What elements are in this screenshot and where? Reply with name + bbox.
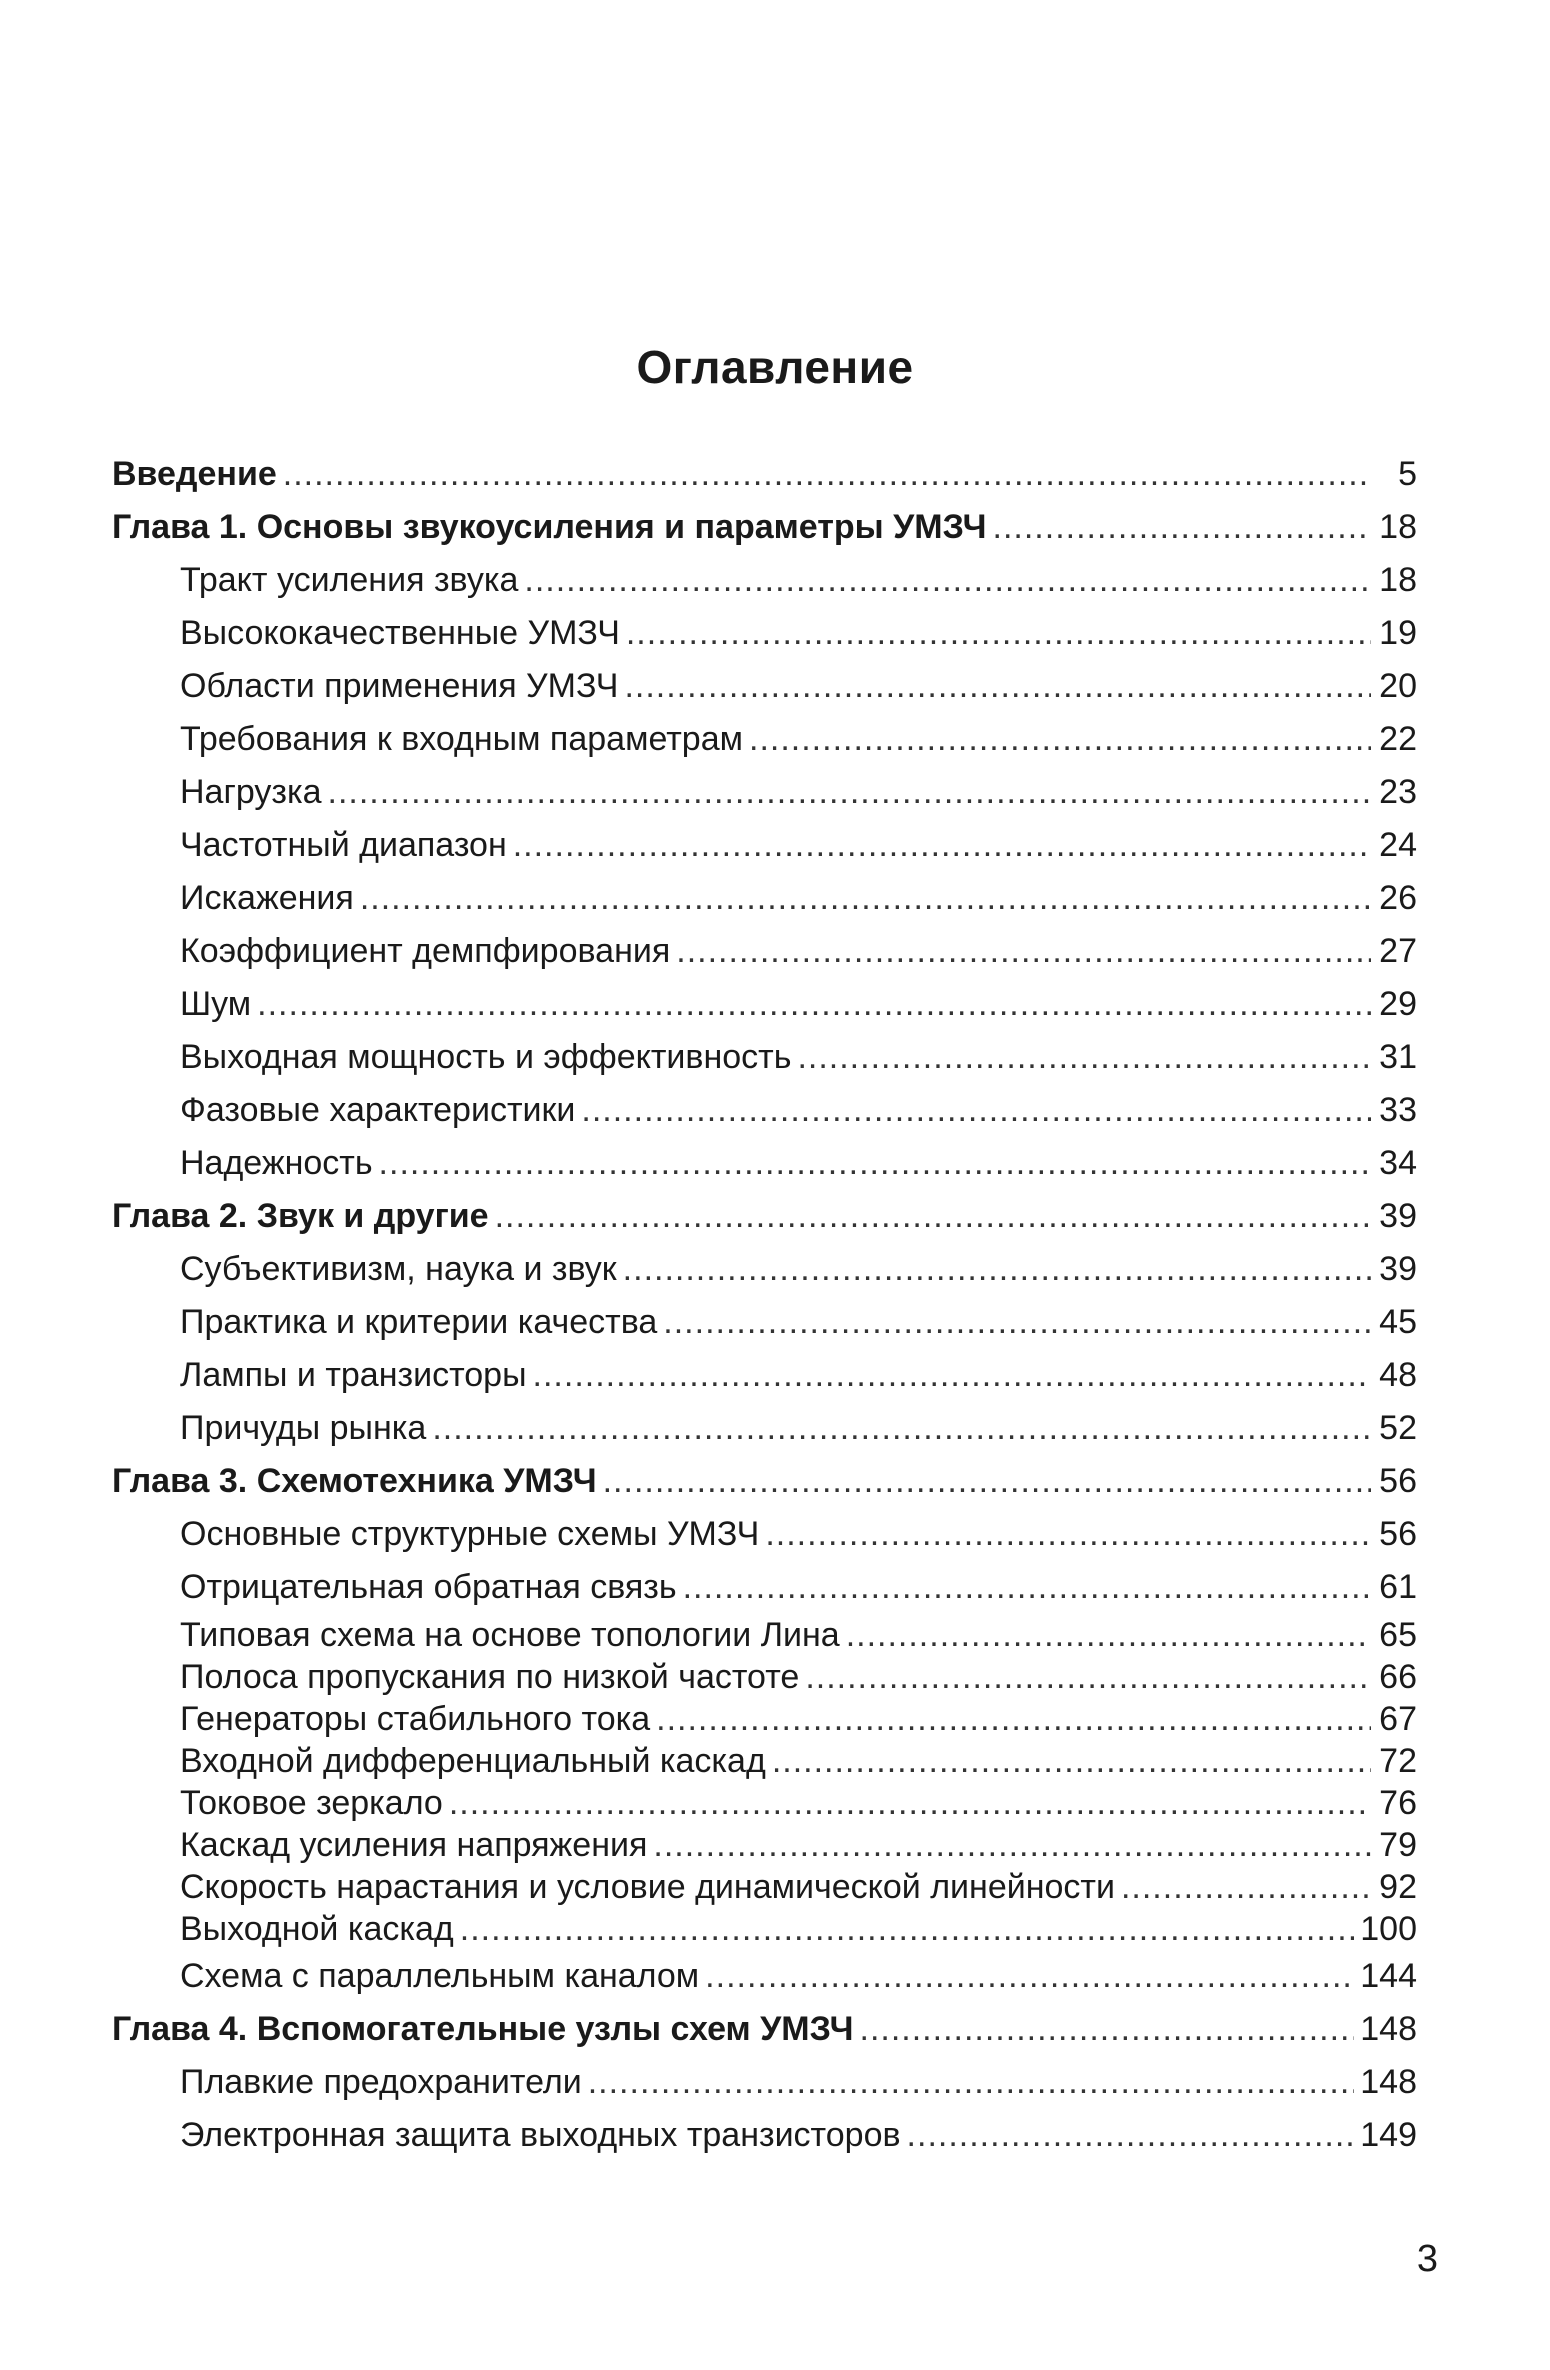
toc-label: Глава 3. Схемотехника УМЗЧ [112,1462,597,1500]
leader-dots [626,607,1371,660]
toc-entry-chapter-4[interactable] [112,2003,1417,2056]
toc-label: Шум [180,985,252,1023]
leader-dots [749,713,1371,766]
toc-page: 5 [1398,455,1417,493]
toc-label: Тракт усиления звука [180,561,519,599]
toc-page: 67 [1379,1700,1417,1738]
toc-label: Выходная мощность и эффективность [180,1038,792,1076]
toc-page: 72 [1379,1742,1417,1780]
toc-label: Глава 4. Вспомогательные узлы схем УМЗЧ [112,2010,854,2048]
toc-entry[interactable] [112,1908,1417,1950]
toc-page: 20 [1379,667,1417,705]
toc-entry[interactable] [112,766,1417,819]
leader-dots [656,1698,1371,1740]
toc-page: 79 [1379,1826,1417,1864]
toc-label: Основные структурные схемы УМЗЧ [180,1515,760,1553]
leader-dots [765,1508,1371,1561]
toc-page: 39 [1379,1197,1417,1235]
toc-entry-chapter-2[interactable] [112,1190,1417,1243]
toc-page: 100 [1360,1910,1417,1948]
toc-entry[interactable] [112,1656,1417,1698]
toc-label: Скорость нарастания и условие динамической линейности [180,1868,1115,1906]
leader-dots [257,978,1371,1031]
toc-label: Каскад усиления напряжения [180,1826,648,1864]
toc-entry[interactable] [112,1402,1417,1455]
toc-label: Субъективизм, наука и звук [180,1250,617,1288]
toc-entry[interactable] [112,2109,1417,2162]
toc-page: 66 [1379,1658,1417,1696]
leader-dots [683,1561,1371,1614]
leader-dots [460,1908,1355,1950]
toc-page: 56 [1379,1462,1417,1500]
leader-dots [653,1824,1371,1866]
toc-label: Плавкие предохранители [180,2063,582,2101]
table-of-contents [112,448,1417,2162]
toc-page: 48 [1379,1356,1417,1394]
leader-dots [328,766,1371,819]
toc-page: 34 [1379,1144,1417,1182]
toc-page: 39 [1379,1250,1417,1288]
toc-page: 18 [1379,508,1417,546]
toc-entry-introduction[interactable] [112,448,1417,501]
toc-label: Выходной каскад [180,1910,454,1948]
toc-page: 148 [1360,2010,1417,2048]
toc-label: Токовое зеркало [180,1784,443,1822]
toc-entry[interactable] [112,660,1417,713]
toc-entry[interactable] [112,1740,1417,1782]
leader-dots [1121,1866,1371,1908]
leader-dots [603,1455,1371,1508]
toc-label: Причуды рынка [180,1409,427,1447]
leader-dots [676,925,1371,978]
toc-page: 144 [1360,1957,1417,1995]
toc-page: 65 [1379,1616,1417,1654]
leader-dots [432,1402,1371,1455]
toc-entry[interactable] [112,1561,1417,1614]
toc-entry[interactable] [112,1866,1417,1908]
toc-label: Типовая схема на основе топологии Лина [180,1616,840,1654]
leader-dots [624,660,1371,713]
toc-entry[interactable] [112,2056,1417,2109]
leader-dots [581,1084,1371,1137]
toc-page: 33 [1379,1091,1417,1129]
toc-entry[interactable] [112,1084,1417,1137]
leader-dots [588,2056,1355,2109]
toc-label: Области применения УМЗЧ [180,667,619,705]
toc-page: 61 [1379,1568,1417,1606]
toc-label: Коэффициент демпфирования [180,932,671,970]
toc-label: Нагрузка [180,773,322,811]
toc-page: 52 [1379,1409,1417,1447]
toc-page: 23 [1379,773,1417,811]
toc-entry[interactable] [112,819,1417,872]
leader-dots [993,501,1371,554]
toc-page: 76 [1379,1784,1417,1822]
toc-entry[interactable] [112,1349,1417,1402]
leader-dots [772,1740,1371,1782]
leader-dots [797,1031,1371,1084]
toc-entry[interactable] [112,1031,1417,1084]
toc-entry[interactable] [112,713,1417,766]
page-number: 3 [1416,2238,1438,2280]
toc-entry[interactable] [112,607,1417,660]
toc-label: Глава 1. Основы звукоусиления и параметры УМЗЧ [112,508,987,546]
toc-label: Глава 2. Звук и другие [112,1197,489,1235]
toc-entry[interactable] [112,978,1417,1031]
toc-page: 149 [1360,2116,1417,2154]
toc-label: Отрицательная обратная связь [180,1568,677,1606]
toc-entry[interactable] [112,872,1417,925]
toc-label: Введение [112,455,277,493]
toc-entry-chapter-1[interactable] [112,501,1417,554]
leader-dots [283,448,1371,501]
toc-entry[interactable] [112,1698,1417,1740]
toc-page: 19 [1379,614,1417,652]
toc-entry[interactable] [112,554,1417,607]
toc-page: 24 [1379,826,1417,864]
toc-page: 18 [1379,561,1417,599]
toc-page: 29 [1379,985,1417,1023]
toc-page: 31 [1379,1038,1417,1076]
leader-dots [513,819,1371,872]
toc-entry[interactable] [112,1824,1417,1866]
toc-page: 27 [1379,932,1417,970]
toc-entry[interactable] [112,1950,1417,2003]
leader-dots [663,1296,1371,1349]
leader-dots [533,1349,1371,1402]
toc-entry-chapter-3[interactable] [112,1455,1417,1508]
toc-entry[interactable] [112,1296,1417,1349]
toc-page: 26 [1379,879,1417,917]
toc-page: 22 [1379,720,1417,758]
leader-dots [379,1137,1371,1190]
toc-label: Полоса пропускания по низкой частоте [180,1658,800,1696]
toc-label: Входной дифференциальный каскад [180,1742,766,1780]
leader-dots [449,1782,1371,1824]
leader-dots [623,1243,1371,1296]
leader-dots [495,1190,1371,1243]
toc-label: Лампы и транзисторы [180,1356,527,1394]
toc-label: Высококачественные УМЗЧ [180,614,620,652]
toc-page: 148 [1360,2063,1417,2101]
leader-dots [705,1950,1354,2003]
toc-entry[interactable] [112,1782,1417,1824]
toc-label: Надежность [180,1144,373,1182]
toc-entry[interactable] [112,1508,1417,1561]
toc-label: Практика и критерии качества [180,1303,658,1341]
leader-dots [524,554,1371,607]
toc-entry[interactable] [112,1243,1417,1296]
page-title: Оглавление [636,341,914,393]
toc-label: Схема с параллельным каналом [180,1957,700,1995]
toc-page: 56 [1379,1515,1417,1553]
leader-dots [907,2109,1355,2162]
toc-page: 92 [1379,1868,1417,1906]
toc-entry[interactable] [112,925,1417,978]
leader-dots [360,872,1371,925]
leader-dots [846,1614,1371,1656]
toc-label: Требования к входным параметрам [180,720,743,758]
toc-label: Частотный диапазон [180,826,507,864]
leader-dots [805,1656,1371,1698]
toc-label: Искажения [180,879,354,917]
leader-dots [860,2003,1355,2056]
toc-page: 45 [1379,1303,1417,1341]
toc-label: Электронная защита выходных транзисторов [180,2116,901,2154]
toc-label: Генераторы стабильного тока [180,1700,651,1738]
toc-label: Фазовые характеристики [180,1091,576,1129]
toc-entry[interactable] [112,1137,1417,1190]
toc-entry[interactable] [112,1614,1417,1656]
